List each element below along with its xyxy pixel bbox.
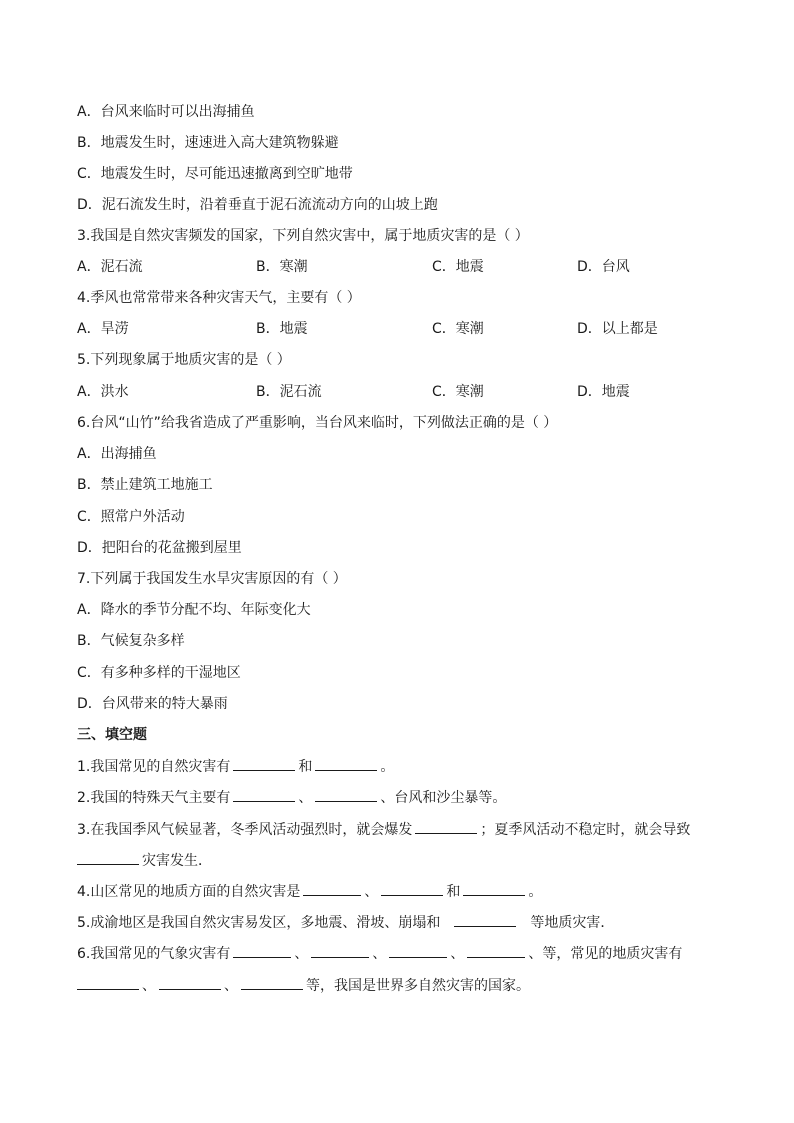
q3-option-d: D．台风 — [577, 259, 630, 275]
q3-option-b: B．寒潮 — [256, 259, 308, 275]
q3-option-a: A．泥石流 — [77, 259, 143, 275]
q5-option-b: B．泥石流 — [256, 384, 322, 400]
answer-blank[interactable] — [77, 850, 139, 865]
q2-option-a: A．台风来临时可以出海捕鱼 — [77, 104, 255, 120]
q4-stem: 4.季风也常常带来各种灾害天气，主要有（ ） — [77, 290, 361, 306]
q4-option-b: B．地震 — [256, 321, 308, 337]
answer-blank[interactable] — [233, 943, 291, 958]
fill-question-4: 4.山区常见的地质方面的自然灾害是 、 和 。 — [77, 881, 542, 902]
q5-option-d: D．地震 — [577, 384, 630, 400]
fill-question-6: 6.我国常见的气象灾害有 、 、 、 、等，常见的地质灾害有 — [77, 943, 682, 964]
q7-option-c: C．有多种多样的干湿地区 — [77, 665, 241, 681]
q7-option-b: B．气候复杂多样 — [77, 633, 185, 649]
answer-blank[interactable] — [77, 975, 139, 990]
answer-blank[interactable] — [463, 881, 525, 896]
fill-question-2: 2.我国的特殊天气主要有 、 、台风和沙尘暴等。 — [77, 787, 506, 808]
fill-question-6-cont: 、 、 等，我国是世界多自然灾害的国家。 — [77, 975, 530, 996]
q4-option-c: C．寒潮 — [432, 321, 484, 337]
answer-blank[interactable] — [233, 787, 295, 802]
answer-blank[interactable] — [241, 975, 303, 990]
fill-question-3-cont: 灾害发生． — [77, 850, 212, 871]
answer-blank[interactable] — [315, 756, 377, 771]
q5-option-a: A．洪水 — [77, 384, 129, 400]
q7-option-d: D．台风带来的特大暴雨 — [77, 696, 228, 712]
answer-blank[interactable] — [303, 881, 361, 896]
section-heading-fill-in: 三、填空题 — [77, 727, 147, 743]
q3-option-c: C．地震 — [432, 259, 484, 275]
q5-option-c: C．寒潮 — [432, 384, 484, 400]
q3-stem: 3.我国是自然灾害频发的国家，下列自然灾害中，属于地质灾害的是（ ） — [77, 228, 529, 244]
fill-question-5: 5.成渝地区是我国自然灾害易发区，多地震、滑坡、崩塌和 等地质灾害． — [77, 912, 614, 933]
answer-blank[interactable] — [233, 756, 295, 771]
q7-stem: 7.下列属于我国发生水旱灾害原因的有（ ） — [77, 571, 347, 587]
fill-question-3: 3.在我国季风气候显著，冬季风活动强烈时，就会爆发 ；夏季风活动不稳定时，就会导致 — [77, 819, 690, 840]
answer-blank[interactable] — [315, 787, 377, 802]
fill-question-1: 1.我国常见的自然灾害有 和 。 — [77, 756, 394, 777]
q2-option-b: B．地震发生时，速速进入高大建筑物躲避 — [77, 135, 339, 151]
answer-blank[interactable] — [381, 881, 443, 896]
q6-option-b: B．禁止建筑工地施工 — [77, 477, 213, 493]
q6-option-a: A．出海捕鱼 — [77, 446, 157, 462]
q5-stem: 5.下列现象属于地质灾害的是（ ） — [77, 352, 291, 368]
q6-stem: 6.台风“山竹”给我省造成了严重影响，当台风来临时，下列做法正确的是（ ） — [77, 415, 558, 431]
answer-blank[interactable] — [311, 943, 369, 958]
q4-option-a: A．旱涝 — [77, 321, 129, 337]
q7-option-a: A．降水的季节分配不均、年际变化大 — [77, 602, 311, 618]
answer-blank[interactable] — [415, 819, 477, 834]
answer-blank[interactable] — [467, 943, 525, 958]
q6-option-d: D．把阳台的花盆搬到屋里 — [77, 540, 242, 556]
answer-blank[interactable] — [454, 912, 516, 927]
q2-option-c: C．地震发生时，尽可能迅速撤离到空旷地带 — [77, 166, 353, 182]
answer-blank[interactable] — [389, 943, 447, 958]
q6-option-c: C．照常户外活动 — [77, 509, 185, 525]
answer-blank[interactable] — [159, 975, 221, 990]
q2-option-d: D．泥石流发生时，沿着垂直于泥石流流动方向的山坡上跑 — [77, 197, 438, 213]
q4-option-d: D．以上都是 — [577, 321, 658, 337]
